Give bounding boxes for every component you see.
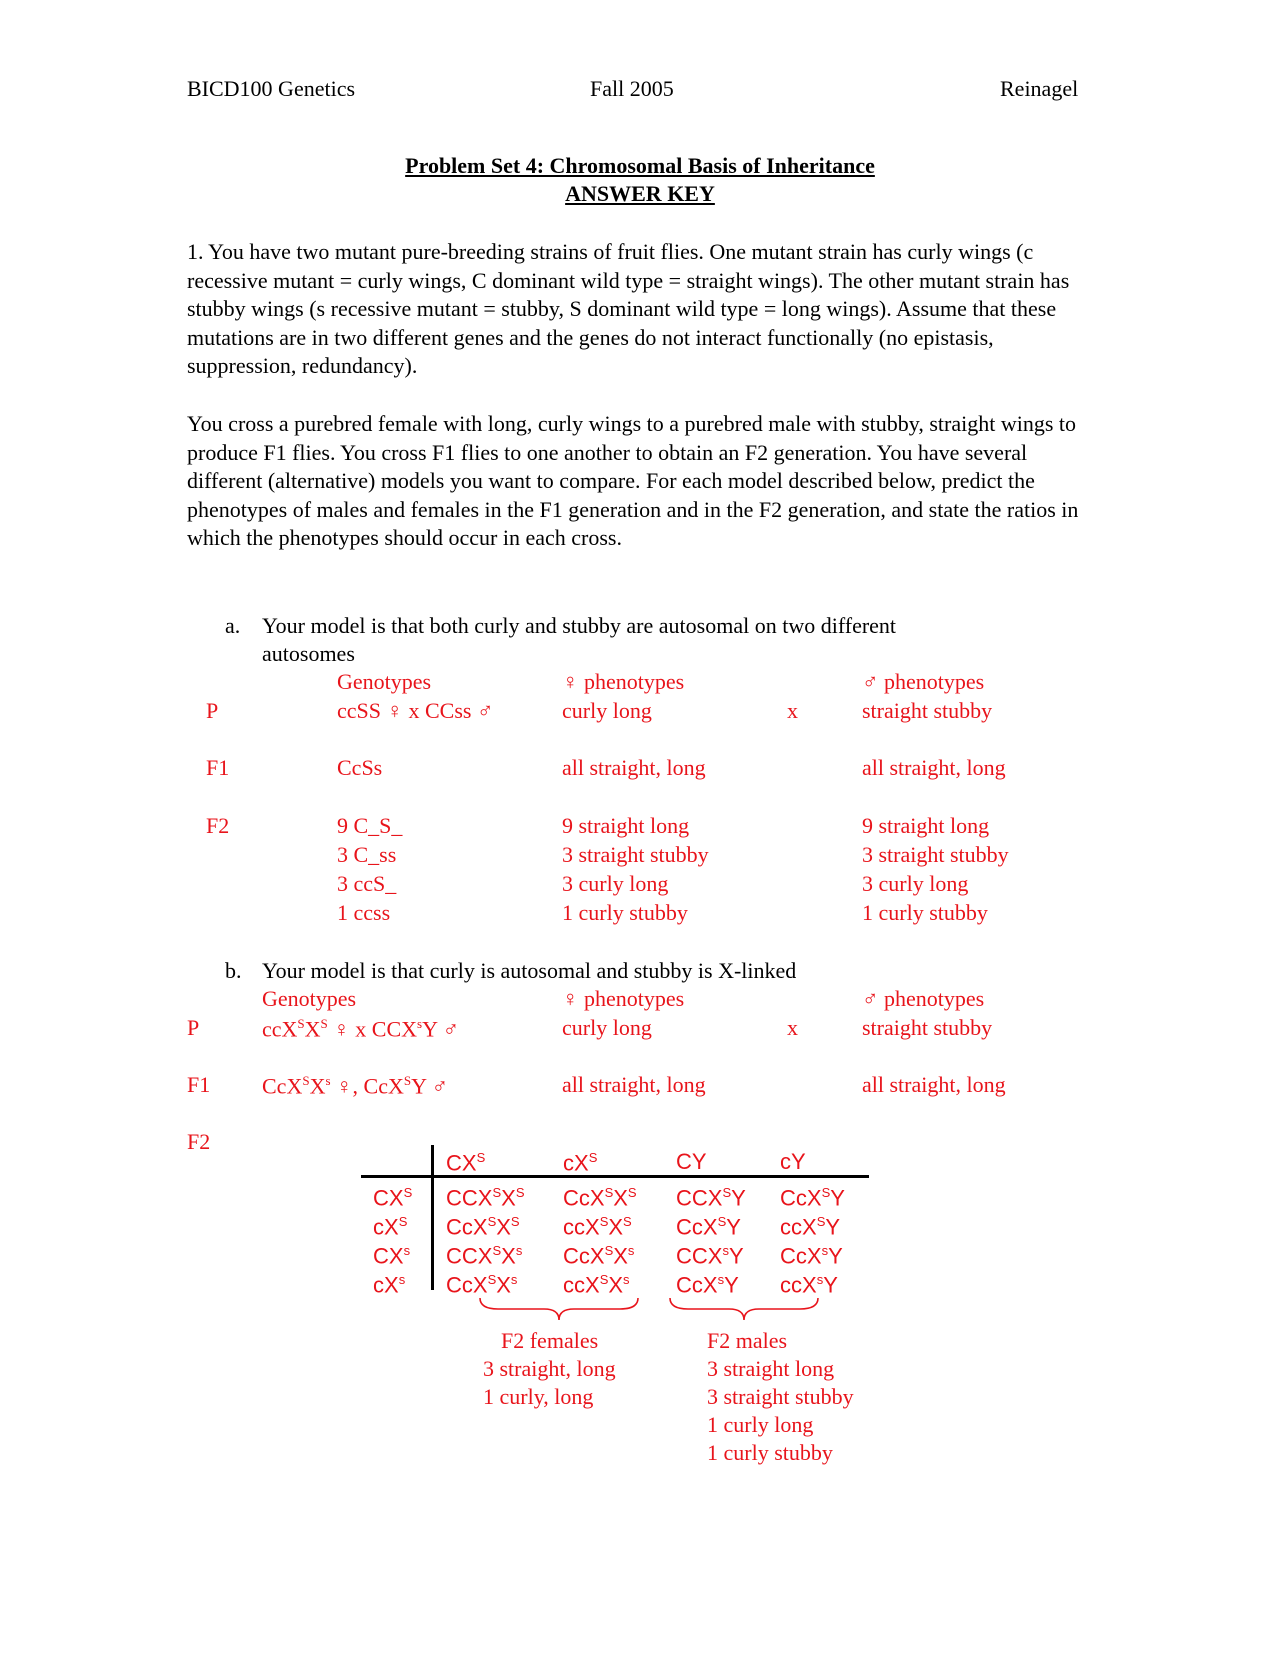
page-subtitle: ANSWER KEY (565, 181, 715, 206)
part-b-p-label: P (187, 1015, 200, 1040)
part-a-f2-genotype: 1 ccss (337, 900, 391, 925)
f2-males-title: F2 males (707, 1328, 788, 1353)
part-b-col-male-phenotypes: ♂ phenotypes (862, 986, 985, 1011)
part-a-model-line2: autosomes (262, 641, 355, 666)
part-a-f2-male: 3 curly long (862, 871, 969, 896)
part-a-f2-male: 9 straight long (862, 813, 990, 838)
punnett-vertical-rule (431, 1145, 434, 1290)
part-a-f2-female: 3 straight stubby (562, 842, 709, 867)
punnett-cell: $ccX^SX^S$ (563, 1214, 632, 1240)
punnett-cell: CcX$^S$Y (780, 1185, 845, 1211)
part-a-f2-genotype: 9 C_S_ (337, 813, 403, 838)
part-a-col-male-phenotypes: ♂ phenotypes (862, 669, 985, 694)
part-a-f1-genotype: CcSs (337, 755, 383, 780)
punnett-cell: $CcX^SX^s$ (446, 1272, 518, 1298)
punnett-cell: $CCX^SX^s$ (446, 1243, 523, 1269)
part-a-f2-genotype: 3 C_ss (337, 842, 397, 867)
part-b-f1-label: F1 (187, 1072, 211, 1097)
part-b-marker: b. (225, 958, 242, 983)
punnett-cell: ccX$^S$Y (780, 1214, 841, 1240)
part-b-f1-genotype: $CcX^SX^s$ ♀, CcX$^S$Y ♂ (262, 1073, 449, 1099)
part-b-p-male: straight stubby (862, 1015, 993, 1040)
part-a-f1-male: all straight, long (862, 755, 1006, 780)
f2-male-phenotype: 3 straight long (707, 1356, 835, 1381)
part-a-f2-male: 1 curly stubby (862, 900, 988, 925)
part-a-p-label: P (206, 698, 219, 723)
part-a-p-male: straight stubby (862, 698, 993, 723)
f2-male-phenotype: 3 straight stubby (707, 1384, 854, 1409)
punnett-horizontal-rule (361, 1175, 869, 1178)
punnett-col-header: CY (676, 1149, 707, 1174)
part-a-p-female: curly long (562, 698, 652, 723)
question-1-paragraph: 1. You have two mutant pure-breeding strains of fruit flies. One mutant strain has curly wings (c recessive mutant = curly wings, C dominant wild type = straight wings). The other mutant strain has stubby wings (s recessive mutant = stubby, S dominant wild type = long wings). Assume that these mutations are in two different genes and the genes do not interact functionally (no epistasis, suppression, redundancy). (187, 239, 1070, 378)
part-a-f2-female: 1 curly stubby (562, 900, 688, 925)
female-brace (478, 1296, 640, 1322)
question-1-cross-paragraph: You cross a purebred female with long, curly wings to a purebred male with stubby, straight wings to produce F1 flies. You cross F1 flies to one another to obtain an F2 generation. You have several different (alternative) models you want to compare. For each model described below, predict the phenotypes of males and females in the F1 generation and in the F2 generation, and state the ratios in which the phenotypes should occur in each cross. (187, 411, 1079, 550)
part-b-p-female: curly long (562, 1015, 652, 1040)
f2-female-phenotype: 3 straight, long (483, 1356, 616, 1381)
part-a-col-genotypes: Genotypes (337, 669, 432, 694)
punnett-cell: CCX$^s$Y (676, 1243, 744, 1269)
punnett-cell: CcX$^S$Y (676, 1214, 741, 1240)
header-term: Fall 2005 (590, 76, 674, 101)
part-a-f2-genotype: 3 ccS_ (337, 871, 397, 896)
male-brace (668, 1296, 820, 1322)
part-a-f1-female: all straight, long (562, 755, 706, 780)
part-a-f2-female: 3 curly long (562, 871, 669, 896)
punnett-cell: $CcX^SX^s$ (563, 1243, 635, 1269)
part-a-f2-male: 3 straight stubby (862, 842, 1009, 867)
part-a-p-genotype: ccSS ♀ x CCss ♂ (337, 698, 494, 723)
punnett-col-header: cY (780, 1149, 806, 1174)
part-b-p-x: x (787, 1015, 798, 1040)
punnett-cell: $CcX^SX^S$ (563, 1185, 637, 1211)
part-b-f2-label: F2 (187, 1129, 211, 1154)
punnett-cell: $ccX^SX^s$ (563, 1272, 630, 1298)
part-a-f2-label: F2 (206, 813, 230, 838)
f2-male-phenotype: 1 curly stubby (707, 1440, 833, 1465)
punnett-cell: $CcX^SX^S$ (446, 1214, 520, 1240)
punnett-cell: CcX$^s$Y (676, 1272, 739, 1298)
part-b-model-line: Your model is that curly is autosomal and stubby is X-linked (262, 958, 797, 983)
part-b-p-genotype: $ccX^SX^S$ ♀ x CCX$^s$Y ♂ (262, 1016, 460, 1042)
punnett-row-header: $CX^s$ (373, 1243, 411, 1269)
part-b-f1-female: all straight, long (562, 1072, 706, 1097)
part-a-col-female-phenotypes: ♀ phenotypes (562, 669, 685, 694)
punnett-cell: $CCX^SX^S$ (446, 1185, 525, 1211)
header-course: BICD100 Genetics (187, 76, 356, 101)
punnett-row-header: $cX^S$ (373, 1214, 408, 1240)
punnett-col-header: $cX^S$ (563, 1150, 598, 1176)
f2-male-phenotype: 1 curly long (707, 1412, 814, 1437)
part-a-marker: a. (225, 613, 241, 638)
punnett-cell: CcX$^s$Y (780, 1243, 843, 1269)
header-instructor: Reinagel (1000, 76, 1079, 101)
part-a-model-line1: Your model is that both curly and stubby are autosomal on two different (262, 613, 897, 638)
part-a-f1-label: F1 (206, 755, 230, 780)
punnett-row-header: $cX^s$ (373, 1272, 406, 1298)
part-b-f1-male: all straight, long (862, 1072, 1006, 1097)
part-b-col-genotypes: Genotypes (262, 986, 357, 1011)
f2-female-phenotype: 1 curly, long (483, 1384, 594, 1409)
punnett-cell: $CCX^SY$ (676, 1185, 746, 1211)
f2-females-title: F2 females (501, 1328, 599, 1353)
page-title: Problem Set 4: Chromosomal Basis of Inheritance (405, 153, 875, 178)
punnett-cell: ccX$^s$Y (780, 1272, 838, 1298)
part-b-col-female-phenotypes: ♀ phenotypes (562, 986, 685, 1011)
part-a-f2-female: 9 straight long (562, 813, 690, 838)
punnett-row-header: $CX^S$ (373, 1185, 413, 1211)
punnett-col-header: $CX^S$ (446, 1150, 486, 1176)
part-a-p-x: x (787, 698, 798, 723)
